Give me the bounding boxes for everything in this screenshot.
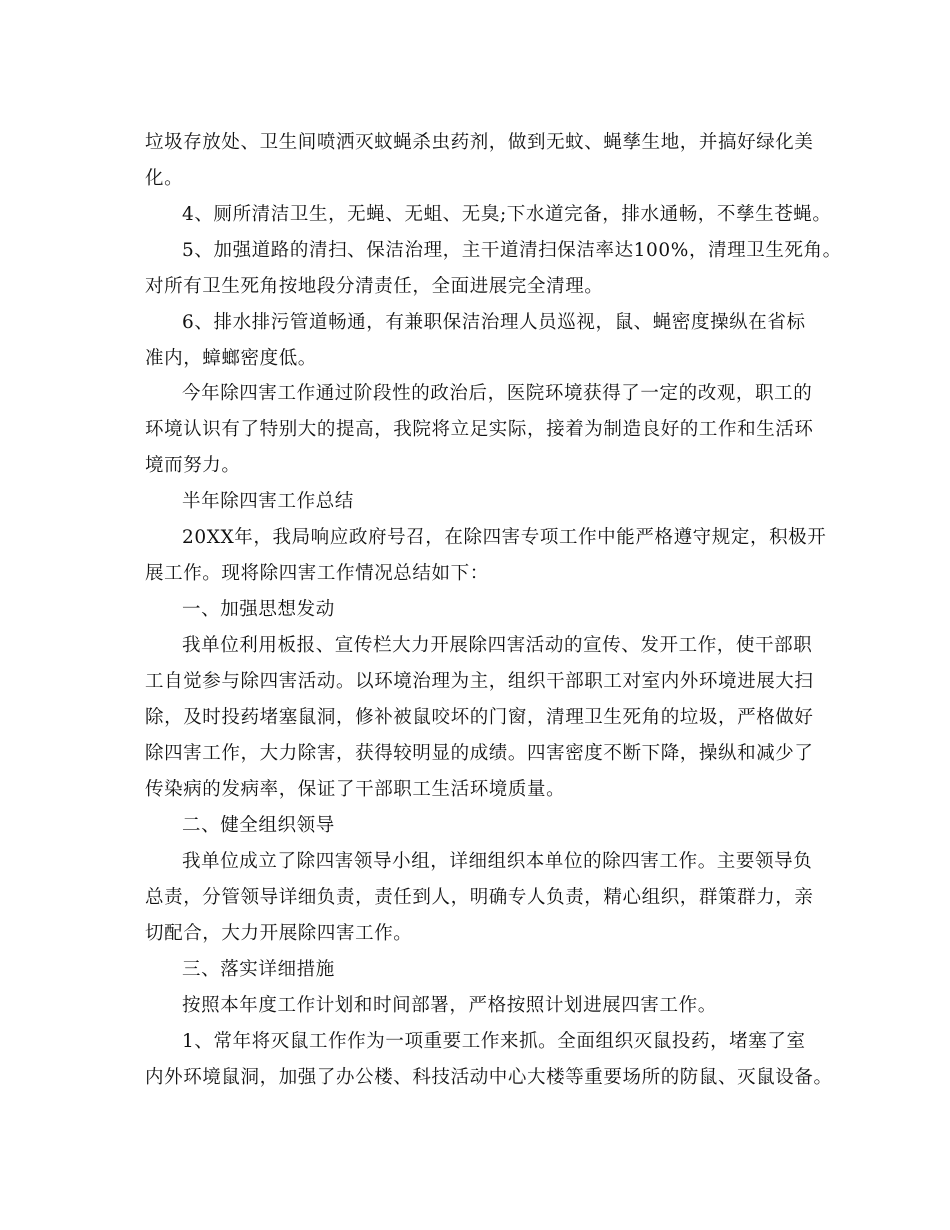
text-line: 准内，蟑螂密度低。: [145, 348, 317, 369]
text-line: 垃圾存放处、卫生间喷洒灭蚊蝇杀虫药剂，做到无蚊、蝇孳生地，并搞好绿化美: [145, 132, 814, 153]
text-line: 20XX年，我局响应政府号召，在除四害专项工作中能严格遵守规定，积极开: [182, 527, 827, 548]
text-line: 4、厕所清洁卫生，无蝇、无蛆、无臭;下水道完备，排水通畅，不孳生苍蝇。: [182, 204, 832, 225]
section-title: 半年除四害工作总结: [182, 491, 354, 512]
text-line: 化。: [145, 168, 184, 189]
text-line: 传染病的发病率，保证了干部职工生活环境质量。: [145, 779, 566, 800]
text-line: 境而努力。: [145, 455, 241, 476]
text-line: 按照本年度工作计划和时间部署，严格按照计划进展四害工作。: [182, 995, 717, 1016]
section-heading: 一、加强思想发动: [182, 599, 335, 620]
text-line: 环境认识有了特别大的提高，我院将立足实际，接着为制造良好的工作和生活环: [145, 419, 814, 440]
text-line: 除四害工作，大力除害，获得较明显的成绩。四害密度不断下降，操纵和减少了: [145, 743, 814, 764]
text-line: 总责，分管领导详细负责，责任到人，明确专人负责，精心组织，群策群力，亲: [145, 887, 814, 908]
text-line: 我单位利用板报、宣传栏大力开展除四害活动的宣传、发开工作，使干部职: [182, 635, 813, 656]
section-heading: 二、健全组织领导: [182, 815, 335, 836]
text-line: 除，及时投药堵塞鼠洞，修补被鼠咬坏的门窗，清理卫生死角的垃圾，严格做好: [145, 707, 814, 728]
text-line: 我单位成立了除四害领导小组，详细组织本单位的除四害工作。主要领导负: [182, 851, 813, 872]
text-line: 对所有卫生死角按地段分清责任，全面进展完全清理。: [145, 276, 604, 297]
text-line: 展工作。现将除四害工作情况总结如下：: [145, 563, 489, 584]
text-line: 1、常年将灭鼠工作作为一项重要工作来抓。全面组织灭鼠投药，堵塞了室: [182, 1031, 806, 1052]
text-line: 5、加强道路的清扫、保洁治理，主干道清扫保洁率达100%，清理卫生死角。: [182, 240, 842, 261]
text-line: 今年除四害工作通过阶段性的政治后，医院环境获得了一定的改观，职工的: [182, 383, 813, 404]
text-line: 工自觉参与除四害活动。以环境治理为主，组织干部职工对室内外环境进展大扫: [145, 671, 814, 692]
text-line: 内外环境鼠洞，加强了办公楼、科技活动中心大楼等重要场所的防鼠、灭鼠设备。: [145, 1067, 833, 1088]
section-heading: 三、落实详细措施: [182, 959, 335, 980]
text-line: 切配合，大力开展除四害工作。: [145, 923, 413, 944]
text-line: 6、排水排污管道畅通，有兼职保洁治理人员巡视，鼠、蝇密度操纵在省标: [182, 312, 806, 333]
